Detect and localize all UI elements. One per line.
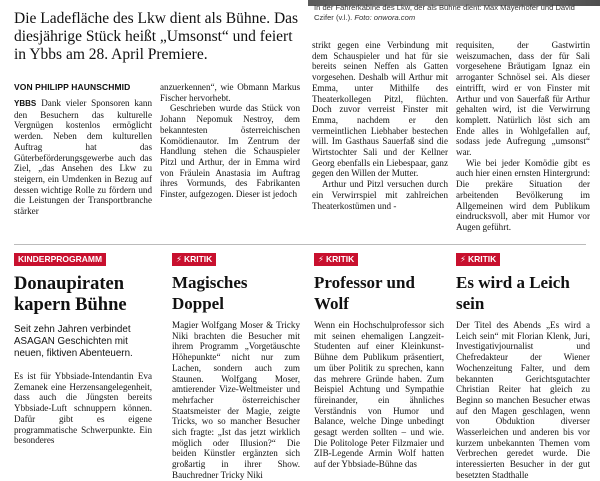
col3-p1: strikt gegen eine Verbindung mit dem Schauspieler und hat für sie bereits seinen Neffen als Gatten vorgesehen. Deshalb will Arthur mit Emma, unter Mithilfe des Theaterkollegen Pitzl, flüchten. Doch zuvor verreist Finster mit Emma, nachdem er den vermeintlichen Liebhaber bestechen will. Im Gasthaus Sauerfaß sind die Wirtstochter Sali und der Kellner Georg ebenfalls ein Liebespaar, ganz gegen den Willen der Mutter. bbox=[312, 40, 448, 179]
top-column-1 bbox=[14, 98, 152, 217]
col2-p1: anzuerkennen“, wie Obmann Markus Fischer hervorhebt. bbox=[160, 82, 300, 103]
col3-p2: Arthur und Pitzl versuchen durch ein Verwirrspiel mit zahlreichen Theaterkostümen und - bbox=[312, 179, 448, 211]
kicker-badge bbox=[456, 253, 500, 266]
headline: Donaupiraten kapern Bühne bbox=[14, 274, 127, 315]
article-es-wird-a-leich-sein bbox=[456, 249, 590, 481]
caption-text: In der Fahrerkabine des Lkw, der als Bühne dient: Max Mayerhofer und David Czifer (v.l.). bbox=[314, 3, 575, 22]
top-column-4 bbox=[456, 40, 590, 233]
bolt-icon: ⚡ bbox=[176, 254, 182, 264]
byline: VON PHILIPP HAUNSCHMID bbox=[14, 82, 131, 92]
article-body: Wenn ein Hochschulprofessor sich mit seinen ehemaligen Langzeit-Studenten auf einer Kleinkunst-Bühne dem Publikum präsentiert, um über Politik zu sprechen, kann das mehrere Gründe haben. Zum Beispiel Achtung und Sympathie füreinander, ein ähnliches Verständnis von Humor und Balance, welche Dinge unbedingt gesagt werden sollten – und wie. Die Politologe Peter Filzmaier und ZIB-Legende Armin Wolf hatten auf der Ybbsiade-Bühne das bbox=[314, 320, 444, 470]
section-divider bbox=[14, 244, 586, 245]
top-column-2 bbox=[160, 82, 300, 200]
col2-p2: Geschrieben wurde das Stück von Johann Nepomuk Nestroy, dem bekanntesten österreichischen Komödienautor. Im Zentrum der Handlung stehen die Schauspieler Pitzl und Arthur, der in Emma wird von Fräulein Anastasia im Auftrag ihres Vormunds, des Fabrikanten Finster, aufgezogen. Dieser ist jedoch bbox=[160, 103, 300, 200]
col4-p2: Wie bei jeder Komödie gibt es auch hier einen ernsten Hintergrund: Die prekäre Situation der arbeitenden Bevölkerung im Allgemeinen wird dem Publikum eindrucksvoll, aber mit Humor vor Augen geführt. bbox=[456, 157, 590, 232]
top-column-3 bbox=[312, 40, 448, 211]
article-magisches-doppel bbox=[172, 249, 300, 481]
article-body: Magier Wolfgang Moser & Tricky Niki brachten die Besucher mit ihrem Programm „Vorgetäuschte Höhepunkte“ nicht nur zum Lachen, sondern auch zum Staunen. Wolfgang Moser, amtierender Vize-Weltmeister und mehrfacher österreichischer Staatsmeister der Magie, zeigte Tricks, wo so mancher Besucher sich fragte: „Ist das jetzt wirklich möglich oder Illusion?“ Die beiden Künstler ergänzten sich großartig in ihrer Show. Bauchredner Tricky Niki bbox=[172, 320, 300, 480]
article-kinderprogramm bbox=[14, 249, 152, 446]
bolt-icon: ⚡ bbox=[318, 254, 324, 264]
article-professor-und-wolf bbox=[314, 249, 444, 470]
article-subhead: Die Ladefläche des Lkw dient als Bühne. Das diesjährige Stück heißt „Umsonst“ und feiert in Ybbs am 28. April Premiere. bbox=[14, 10, 299, 63]
kicker-badge bbox=[14, 253, 106, 266]
col1-text: Dank vieler Sponsoren kann den Besuchern das kulturelle Vergnügen kostenlos ermöglicht werden. Neben dem kulturellen Auftrag hat das Güterbeförderungsgewerbe auch das Ziel, „das Ansehen des Lkw zu steigern, ein Umdenken in Bezug auf dessen wichtige Rolle zu fördern und die Leistungen der Transportbranche stärker bbox=[14, 98, 152, 217]
headline: Professor und Wolf bbox=[314, 273, 415, 313]
dateline: YBBS bbox=[14, 99, 37, 108]
kicker-label: KRITIK bbox=[325, 254, 355, 264]
article-body: Es ist für Ybbsiade-Intendantin Eva Zemanek eine Herzensangelegenheit, dass auch die Jüngsten bereits Ybbsiade-Luft schnuppern können. Dafür gibt es eigene programmatische Schwerpunkte. Ein besonderes bbox=[14, 371, 152, 446]
headline: Es wird a Leich sein bbox=[456, 273, 570, 313]
headline: Magisches Doppel bbox=[172, 273, 248, 313]
kicker-label: KRITIK bbox=[467, 254, 497, 264]
kicker-label: KRITIK bbox=[183, 254, 213, 264]
deck: Seit zehn Jahren verbindet ASAGAN Geschichten mit neuen, fiktiven Abenteuern. bbox=[14, 324, 133, 359]
kicker-badge bbox=[314, 253, 358, 266]
bolt-icon: ⚡ bbox=[460, 254, 466, 264]
article-body: Der Titel des Abends „Es wird a Leich sein“ mit Florian Klenk, Juri, Investigativjournalist und Chefredakteur der Wiener Wochenzeitung Falter, und dem bekannten Gerichtsgutachter Christian Reiter hat gleich zu Beginn so manchen Besucher etwas auf den Magen geschlagen, wenn von Obduktion diverser Wasserleichen und anderen bis vor kurzem unbekannten Themen vom Verbrechen geredet wurde. Die interessierten Besucher in der gut besetzten Stadthalle bbox=[456, 320, 590, 480]
photo-caption bbox=[314, 3, 594, 23]
col4-p1: requisiten, der Gastwirtin weiszumachen, dass der für Sali vorgesehene Bräutigam Ignaz ein arroganter Schnösel sei. Als dieser eintrifft, wird er von Finster mit Arthur und von Sauerfaß für Arthur gehalten wird, ist die Verwirrung komplett. Natürlich löst sich am Ende alles in Wohlgefallen auf, sodass jede Aufregung „umsonst“ war. bbox=[456, 40, 590, 158]
kicker-badge bbox=[172, 253, 216, 266]
photo-credit: Foto: onwora.com bbox=[354, 13, 416, 22]
kicker-label: KINDERPROGRAMM bbox=[18, 254, 103, 264]
